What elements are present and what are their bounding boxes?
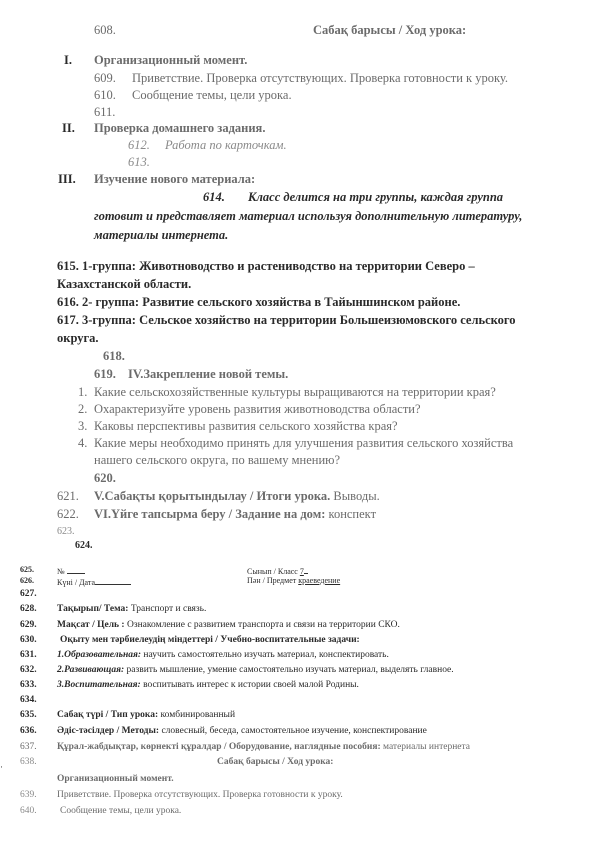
equipment-label: Құрал-жабдықтар, көрнекті құралдар / Оборудование, наглядные пособия: [57, 742, 381, 752]
line-number: 624. [75, 540, 93, 551]
developing-task [57, 664, 454, 676]
text-line: Сообщение темы, цели урока. [132, 88, 292, 102]
section-title-summary: V.Сабақты қорытындылау / Итоги урока. [94, 489, 331, 503]
section-title-org-2: Организационный момент. [57, 774, 174, 784]
text-line: Работа по карточкам. [165, 138, 287, 152]
line-number: 627. [20, 589, 37, 599]
methods-label: Әдіс-тәсілдер / Методы: [57, 726, 160, 736]
question-number: 2. [78, 402, 88, 416]
text-line: Приветствие. Проверка отсутствующих. Проверка готовности к уроку. [132, 71, 509, 85]
line-number: 622. [57, 507, 79, 521]
tasks-label: Оқыту мен тәрбиелеудің міндеттері / Учебно-воспитательные задачи: [60, 635, 360, 645]
equipment-value: материалы интернета [383, 742, 471, 752]
line-number: 609. [94, 71, 116, 85]
line-number: 636. [20, 726, 37, 736]
roman-numeral: II. [62, 121, 75, 135]
class-value: 7 [299, 567, 304, 576]
line-number: 610. [94, 88, 116, 102]
theme-value: Транспорт и связь. [130, 604, 207, 614]
text-line: Сообщение темы, цели урока. [60, 806, 182, 816]
section-title-homework: Проверка домашнего задания. [94, 121, 266, 135]
summary-line [94, 489, 380, 504]
upbringing-value: воспитывать интерес к истории своей малой Родины. [143, 680, 359, 690]
line-number: 612. [128, 138, 150, 152]
line-number: 608. [94, 23, 116, 37]
question-number: 4. [78, 436, 88, 450]
subject-value: краеведение [298, 576, 341, 585]
roman-numeral: III. [58, 172, 76, 186]
line-number: 620. [94, 471, 116, 485]
question-text: Какие меры необходимо принять для улучшения развития сельского хозяйства [94, 436, 514, 450]
question-text: Охарактеризуйте уровень развития животноводства области? [94, 402, 421, 416]
line-number: 633. [20, 680, 37, 690]
subject-field [247, 576, 340, 586]
line-number: 623. [57, 526, 75, 537]
line-number: 613. [128, 155, 150, 169]
line-number: 637. [20, 742, 37, 752]
line-number: 614. [203, 190, 225, 204]
group-line: Казахстанской области. [57, 277, 192, 291]
number-label: № [57, 567, 65, 576]
upbringing-task [57, 679, 359, 691]
line-number: 639. [20, 790, 37, 800]
question-text: Какие сельскохозяйственные культуры выращиваются на территории края? [94, 385, 496, 399]
equipment-line [57, 741, 470, 753]
methods-value: словесный, беседа, самостоятельное изучение, конспектирование [161, 726, 427, 736]
methods-line [57, 725, 427, 737]
line-number: 634. [20, 695, 37, 705]
goal-label: Мақсат / Цель : [57, 620, 125, 630]
question-number: 1. [78, 385, 88, 399]
text-line: Приветствие. Проверка отсутствующих. Проверка готовности к уроку. [57, 790, 343, 800]
developing-label: 2.Развивающая: [57, 665, 125, 675]
educational-label: 1.Образовательная: [57, 650, 142, 660]
educational-task [57, 649, 389, 661]
theme-label: Тақырып/ Тема: [57, 604, 129, 614]
line-number: 630. [20, 635, 37, 645]
section-title-homework-task: VI.Үйге тапсырма беру / Задание на дом: [94, 507, 326, 521]
lesson-progress-header: Сабақ барысы / Ход урока: [313, 23, 467, 37]
line-number: 611. [94, 105, 116, 119]
line-number: 635. [20, 710, 37, 720]
developing-value: развить мышление, умение самостоятельно изучать материал, выделять главное. [126, 665, 454, 675]
homework-line [94, 507, 376, 522]
homework-value: конспект [328, 507, 377, 521]
roman-numeral: I. [64, 53, 72, 67]
lesson-progress-header-2: Сабақ барысы / Ход урока: [217, 757, 334, 767]
date-label: Күні / Дата [57, 578, 96, 587]
line-number: 621. [57, 489, 79, 503]
line-number: 638. [20, 757, 37, 767]
lesson-type-line [57, 709, 235, 721]
question-text: нашего сельского округа, по вашему мнению? [94, 453, 341, 467]
line-number: 631. [20, 650, 37, 660]
date-field [57, 576, 131, 588]
text-line: материалы интернета. [94, 228, 229, 242]
line-number: 619. [94, 367, 116, 381]
goal-line [57, 619, 400, 631]
text-line: Класс делится на три группы, каждая группа [248, 190, 504, 204]
summary-conclusion: Выводы. [333, 489, 380, 503]
theme-line [57, 603, 206, 615]
line-number: 618. [103, 349, 125, 363]
margin-mark: · [0, 762, 3, 772]
group-line: округа. [57, 331, 99, 345]
question-number: 3. [78, 419, 88, 433]
upbringing-label: 3.Воспитательная: [57, 680, 141, 690]
group-line: 616. 2- группа: Развитие сельского хозяйства в Тайыншинском районе. [57, 295, 461, 309]
group-line: 615. 1-группа: Животноводство и растениводство на территории Северо – [57, 259, 475, 273]
section-title-new-material: Изучение нового материала: [94, 172, 256, 186]
group-line: 617. 3-группа: Сельское хозяйство на территории Большеизюмовского сельского [57, 313, 516, 327]
text-line: готовит и представляет материал используя дополнительную литературу, [94, 209, 523, 223]
class-label: Сынып / Класс [247, 567, 298, 576]
line-number: 632. [20, 665, 37, 675]
line-number: 628. [20, 604, 37, 614]
section-title-reinforcement: IV.Закрепление новой темы. [128, 367, 289, 381]
line-number: 626. [20, 576, 34, 585]
question-text: Каковы перспективы развития сельского хозяйства края? [94, 419, 398, 433]
subject-label: Пән / Предмет [247, 576, 297, 585]
educational-value: научить самостоятельно изучать материал, конспектировать. [143, 650, 389, 660]
goal-value: Ознакомление с развитием транспорта и связи на территории СКО. [126, 620, 400, 630]
lesson-type-value: комбинированный [160, 710, 236, 720]
line-number: 629. [20, 620, 37, 630]
section-title-org: Организационный момент. [94, 53, 248, 67]
line-number: 625. [20, 565, 34, 574]
line-number: 640. [20, 806, 37, 816]
lesson-type-label: Сабақ түрі / Тип урока: [57, 710, 159, 720]
